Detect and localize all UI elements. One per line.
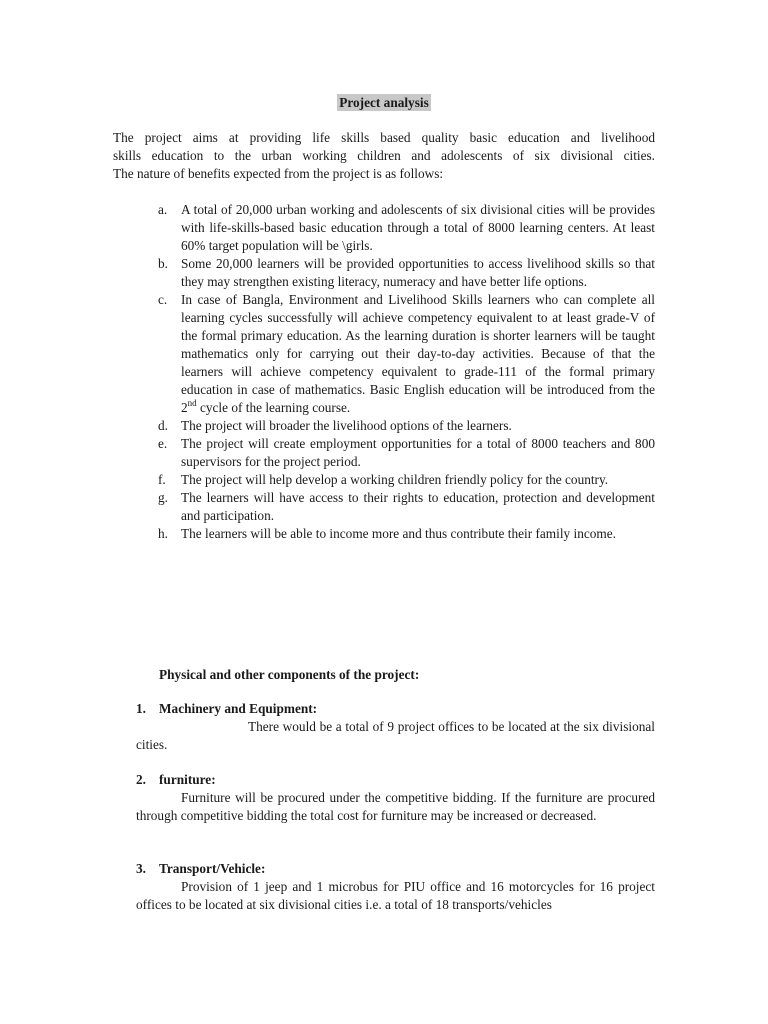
component-title: Transport/Vehicle:: [159, 861, 266, 876]
intro-line: The project aims at providing life skills based quality basic education and livelihood: [113, 130, 655, 145]
benefit-item: [150, 471, 655, 489]
benefit-text: A total of 20,000 urban working and adolescents of six divisional cities will be provides with life-skills-based basic education through a total of 8000 learning centers. At least 60% target population will be \girls.: [181, 202, 655, 253]
benefit-marker: g.: [158, 490, 168, 505]
benefit-text: In case of Bangla, Environment and Livelihood Skills learners who can complete all learning cycles successfully will achieve competency equivalent to at least grade-V of the formal primary education. As the learning duration is shorter learners will be taught mathematics only for carrying out their day-to-day activities. Because of that the learners will achieve competency equivalent to grade-111 of the formal primary education in case of mathematics. Basic English education will be introduced from the 2: [181, 292, 655, 415]
component-section: [136, 771, 655, 825]
benefit-text: The project will broader the livelihood options of the learners.: [181, 418, 512, 433]
component-heading: [136, 700, 655, 718]
component-number: 2.: [136, 772, 146, 787]
component-body: Provision of 1 jeep and 1 microbus for PIU office and 16 motorcycles for 16 project offices to be located at six divisional cities i.e. a total of 18 transports/vehicles: [136, 879, 655, 912]
benefit-item: [150, 489, 655, 525]
benefits-list: [150, 201, 655, 543]
component-heading: [136, 771, 655, 789]
benefit-text: The project will help develop a working children friendly policy for the country.: [181, 472, 609, 487]
benefit-marker: b.: [158, 256, 168, 271]
benefit-marker: a.: [158, 202, 168, 217]
component-body: There would be a total of 9 project offices to be located at the six divisional cities.: [136, 719, 655, 752]
intro-line: The nature of benefits expected from the project is as follows:: [113, 166, 444, 181]
benefit-item: [150, 255, 655, 291]
component-section: [136, 700, 655, 754]
benefit-text: The learners will be able to income more and thus contribute their family income.: [181, 526, 616, 541]
benefit-marker: h.: [158, 526, 168, 541]
benefit-text-tail: cycle of the learning course.: [196, 400, 351, 415]
benefit-item: [150, 525, 655, 543]
title-container: [0, 94, 768, 112]
benefit-text: The project will create employment opportunities for a total of 8000 teachers and 800 supervisors for the project period.: [181, 436, 655, 469]
benefit-text: Some 20,000 learners will be provided opportunities to access livelihood skills so that they may strengthen existing literacy, numeracy and have better life options.: [181, 256, 655, 289]
document-title: Project analysis: [339, 95, 429, 110]
benefit-marker: f.: [158, 472, 166, 487]
benefit-marker: d.: [158, 418, 168, 433]
components-heading: Physical and other components of the project:: [159, 667, 420, 682]
component-section: [136, 860, 655, 914]
benefit-marker: c.: [158, 292, 168, 307]
benefit-text: The learners will have access to their rights to education, protection and development and participation.: [181, 490, 655, 523]
benefit-marker: e.: [158, 436, 168, 451]
intro-line: skills education to the urban working children and adolescents of six divisional cities.: [113, 148, 655, 163]
component-title: Machinery and Equipment:: [159, 701, 318, 716]
component-body: Furniture will be procured under the competitive bidding. If the furniture are procured through competitive bidding the total cost for furniture may be increased or decreased.: [136, 790, 655, 823]
benefit-item: [150, 417, 655, 435]
benefit-item: [150, 435, 655, 471]
component-heading: [136, 860, 655, 878]
ordinal-superscript: nd: [187, 397, 197, 408]
benefit-item: [150, 291, 655, 417]
component-number: 1.: [136, 701, 146, 716]
component-number: 3.: [136, 861, 146, 876]
benefit-item: [150, 201, 655, 255]
component-title: furniture:: [159, 772, 216, 787]
intro-paragraph: [113, 129, 655, 183]
